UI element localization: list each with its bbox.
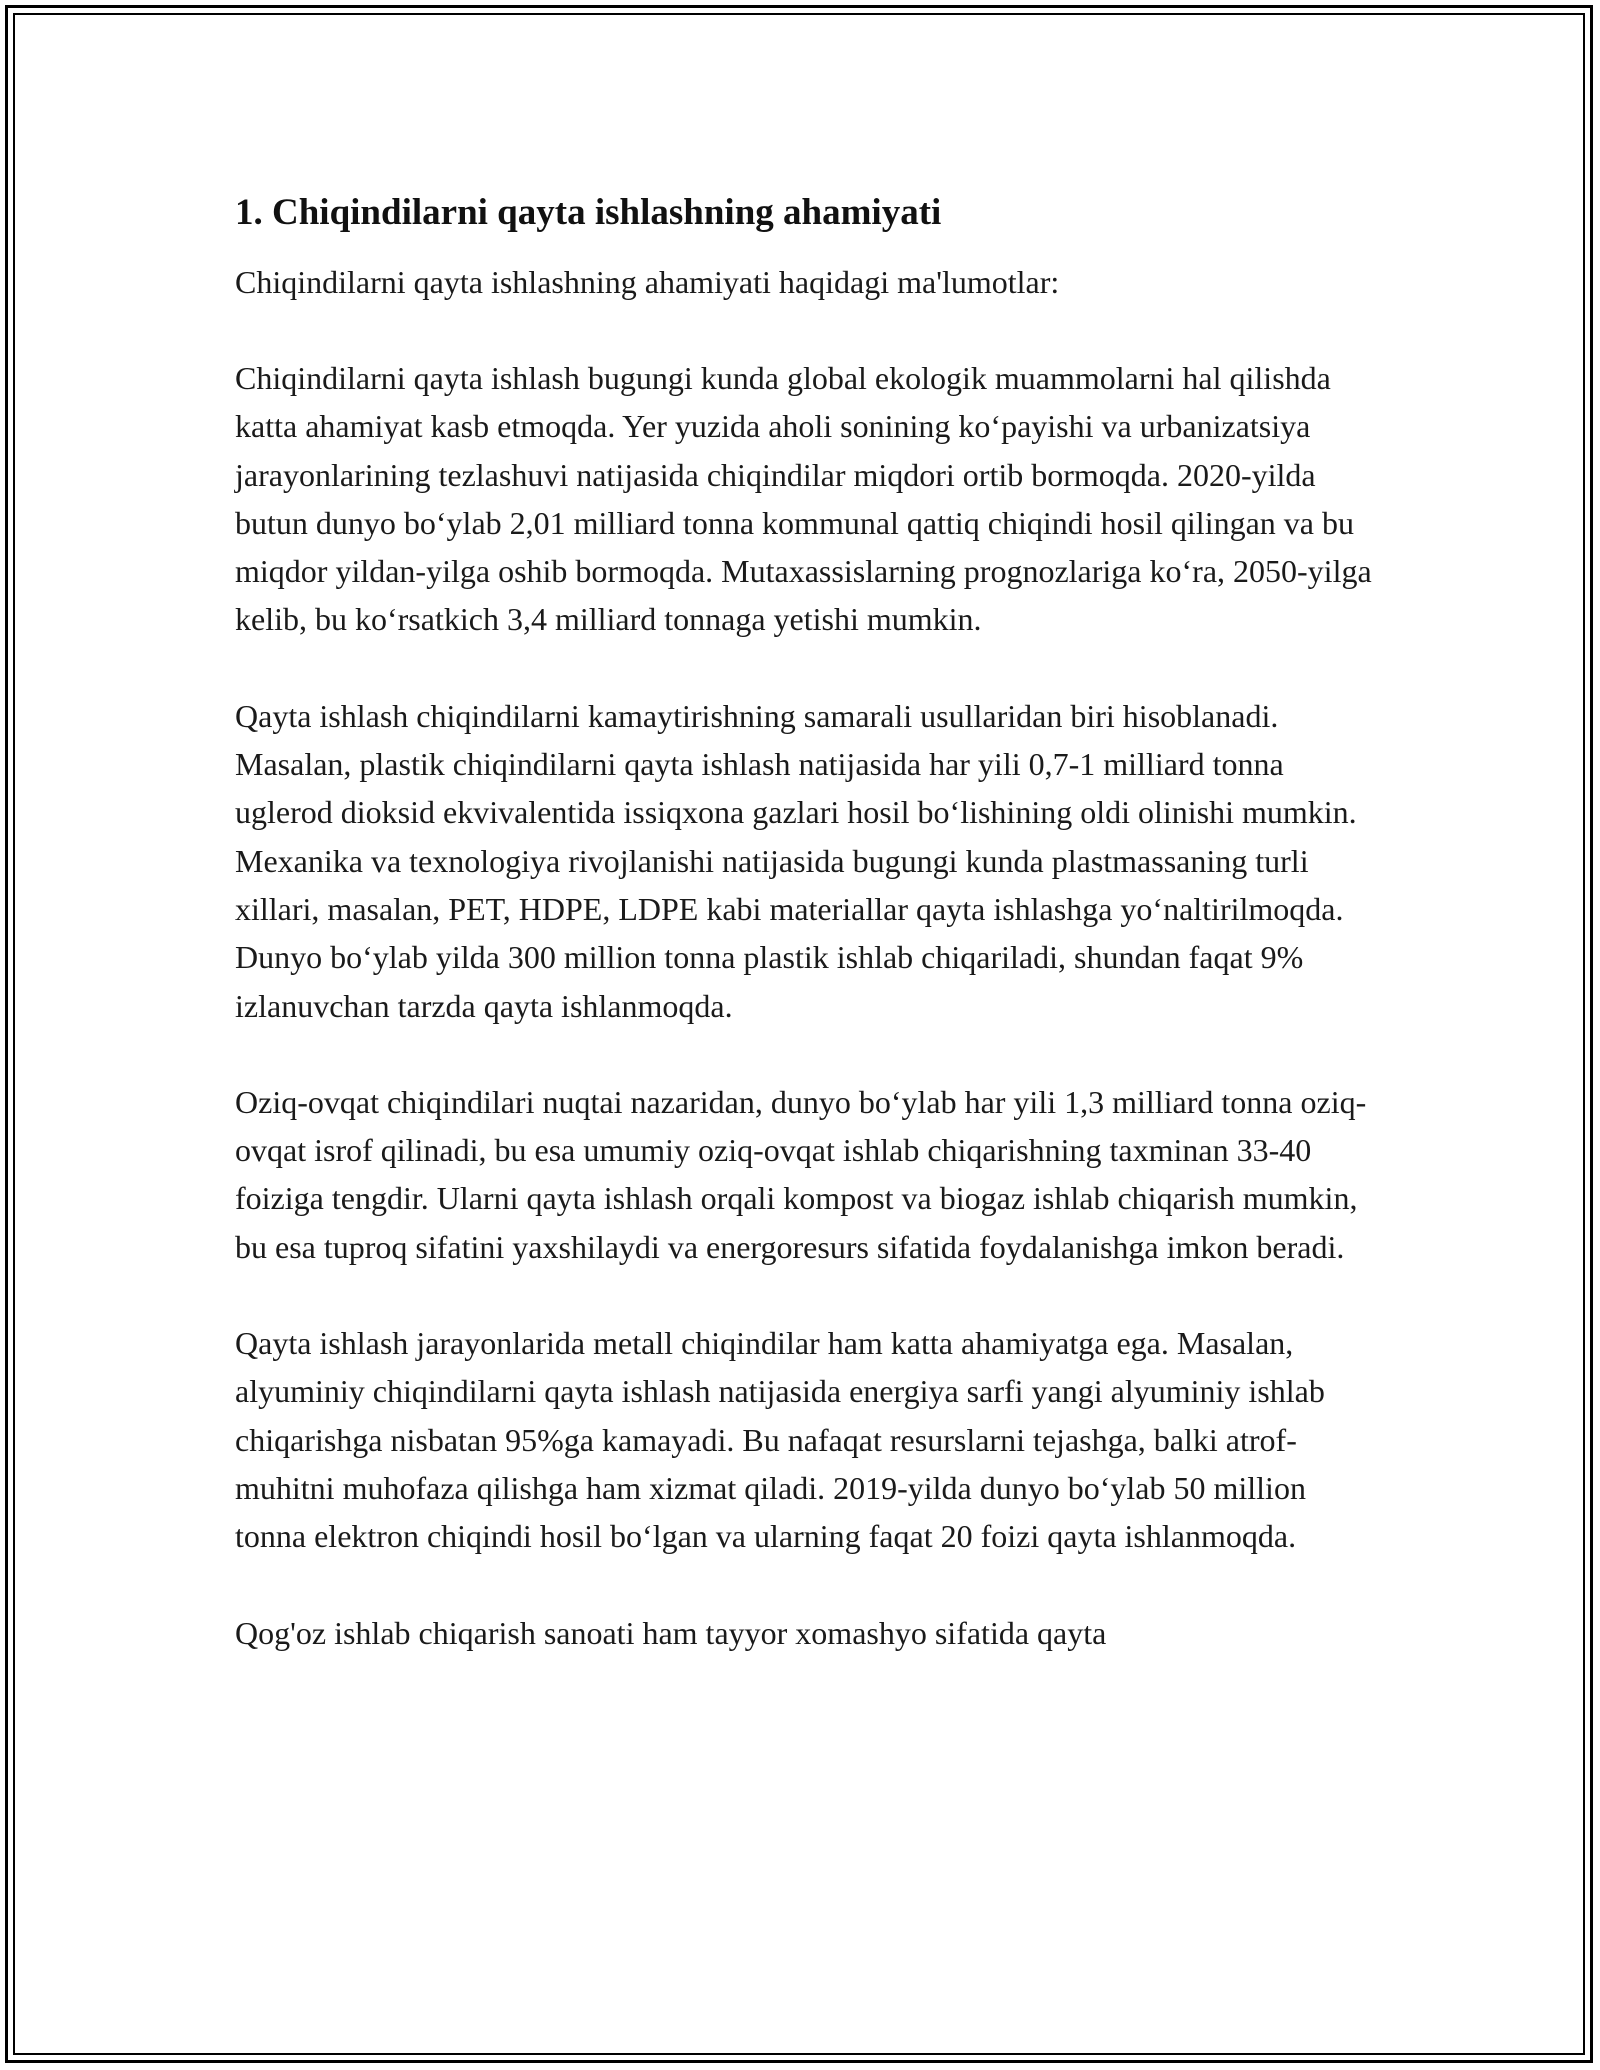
intro-line: Chiqindilarni qayta ishlashning ahamiyati haqidagi ma'lumotlar:	[235, 264, 1060, 300]
document-body	[235, 188, 1380, 1705]
paragraph-food-waste: Oziq-ovqat chiqindilari nuqtai nazaridan, dunyo boʻylab har yili 1,3 milliard tonna oziq-ovqat isrof qilinadi, bu esa umumiy oziq-ovqat ishlab chiqarishning taxminan 33-40 foiziga tengdir. Ularni qayta ishlash orqali kompost va biogaz ishlab chiqarish mumkin, bu esa tuproq sifatini yaxshilaydi va energoresurs sifatida foydalanishga imkon beradi.	[235, 1083, 1367, 1265]
paragraph-metal-waste: Qayta ishlash jarayonlarida metall chiqindilar ham katta ahamiyatga ega. Masalan, alyuminiy chiqindilarni qayta ishlash natijasida energiya sarfi yangi alyuminiy ishlab chiqarishga nisbatan 95%ga kamayadi. Bu nafaqat resurslarni tejashga, balki atrof-muhitni muhofaza qilishga ham xizmat qiladi. 2019-yilda dunyo boʻylab 50 million tonna elektron chiqindi hosil boʻlgan va ularning faqat 20 foizi qayta ishlanmoqda.	[235, 1325, 1325, 1555]
paragraph-paper-industry: Qog'oz ishlab chiqarish sanoati ham tayyor xomashyo sifatida qayta	[235, 1614, 1107, 1651]
section-heading: 1. Chiqindilarni qayta ishlashning ahamiyati	[235, 192, 942, 233]
paragraph-plastic-recycling: Qayta ishlash chiqindilarni kamaytirishning samarali usullaridan biri hisoblanadi. Masalan, plastik chiqindilarni qayta ishlash natijasida har yili 0,7-1 milliard tonna uglerod dioksid ekvivalentida issiqxona gazlari hosil boʻlishining oldi olinishi mumkin. Mexanika va texnologiya rivojlanishi natijasida bugungi kunda plastmassaning turli xillari, masalan, PET, HDPE, LDPE kabi materiallar qayta ishlashga yoʻnaltirilmoqda. Dunyo boʻylab yilda 300 million tonna plastik ishlab chiqariladi, shundan faqat 9% izlanuvchan tarzda qayta ishlanmoqda.	[235, 697, 1357, 1024]
paragraph-global-waste: Chiqindilarni qayta ishlash bugungi kunda global ekologik muammolarni hal qilishda katta ahamiyat kasb etmoqda. Yer yuzida aholi sonining koʻpayishi va urbanizatsiya jarayonlarining tezlashuvi natijasida chiqindilar miqdori ortib bormoqda. 2020-yilda butun dunyo boʻylab 2,01 milliard tonna kommunal qattiq chiqindi hosil qilingan va bu miqdor yildan-yilga oshib bormoqda. Mutaxassislarning prognozlariga koʻra, 2050-yilga kelib, bu koʻrsatkich 3,4 milliard tonnaga yetishi mumkin.	[235, 360, 1372, 638]
